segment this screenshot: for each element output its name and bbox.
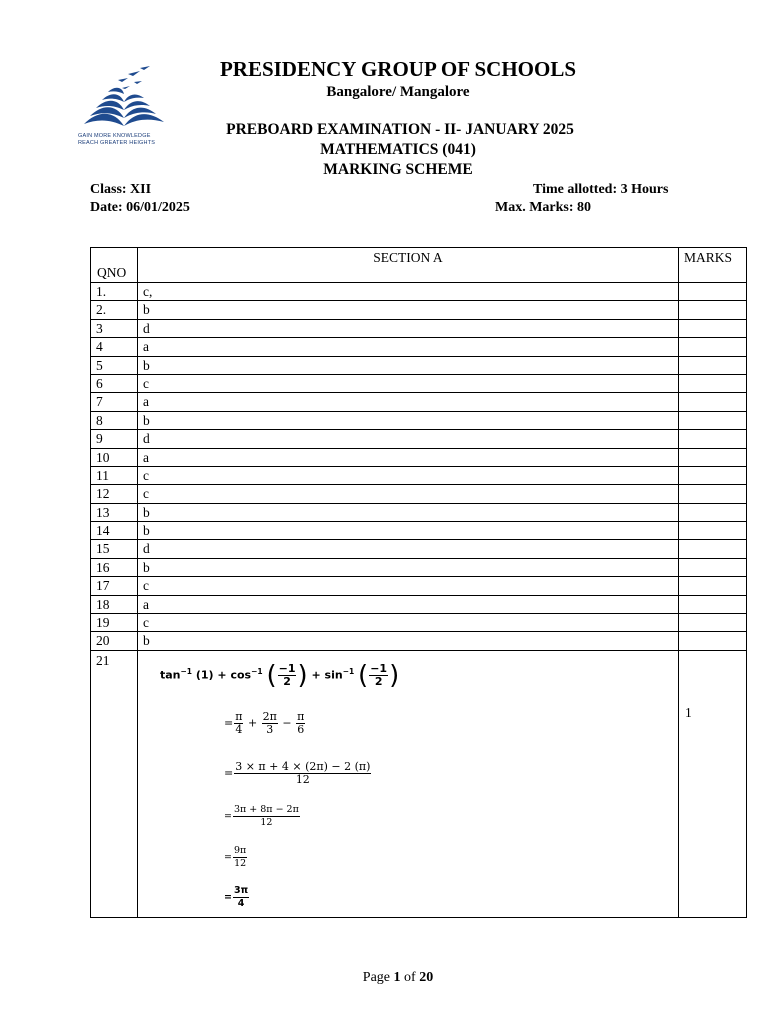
page-number: 1	[393, 970, 401, 985]
question-number-cell	[91, 466, 138, 484]
table-row	[91, 577, 747, 595]
table-row	[91, 356, 747, 374]
question-number: 20	[96, 633, 110, 649]
question-number: 19	[96, 615, 110, 631]
question-number: 9	[96, 431, 103, 447]
table-row	[91, 558, 747, 576]
question-number: 21	[96, 652, 110, 668]
answer-cell	[138, 466, 679, 484]
qno-header: QNO	[97, 265, 127, 280]
question-number-cell	[91, 393, 138, 411]
document-type: MARKING SCHEME	[323, 161, 473, 178]
answer-option: b	[143, 633, 150, 649]
question-number: 16	[96, 559, 110, 575]
inverse-sup: −1	[342, 666, 355, 676]
question-number-cell	[91, 374, 138, 392]
solution-line-4	[224, 804, 301, 829]
answer-option: c	[143, 375, 149, 391]
subject-title: MATHEMATICS (041)	[320, 141, 476, 158]
numerator: −1	[278, 661, 296, 675]
question-number: 6	[96, 375, 103, 391]
solution-line-1: $\tan^{-1} (1) + \cos^{-1}$ ( $\frac{-1}{2}$ ) + $\sin^{-1}$ ( $\frac{-1}{2}$ )	[160, 660, 400, 691]
mark-value: 1	[685, 704, 692, 720]
question-number: 10	[96, 449, 110, 465]
numerator: 9π	[233, 844, 247, 856]
question-number-cell	[91, 319, 138, 337]
inverse-sup: −1	[180, 666, 193, 676]
plus-sign: +	[247, 716, 258, 730]
fraction	[262, 711, 278, 736]
equals-sign: =	[224, 851, 232, 863]
answer-cell	[138, 283, 679, 301]
marks-cell	[679, 283, 747, 301]
denominator: 6	[297, 722, 305, 736]
answer-option: b	[143, 559, 150, 575]
answer-cell	[138, 319, 679, 337]
question-number-cell	[91, 301, 138, 319]
marks-cell	[679, 577, 747, 595]
marks-cell	[679, 632, 747, 650]
answer-option: a	[143, 596, 149, 612]
equals-sign: =	[224, 891, 232, 903]
answer-option: b	[143, 504, 150, 520]
equals-sign: =	[224, 716, 234, 730]
denominator: 4	[237, 897, 245, 909]
numerator: π	[297, 709, 305, 723]
question-number: 15	[96, 541, 110, 557]
question-number-cell	[91, 485, 138, 503]
answer-option: c,	[143, 284, 153, 299]
table-row	[91, 595, 747, 613]
question-number: 7	[96, 394, 103, 410]
solution-line-5	[224, 845, 248, 870]
question-number: 8	[96, 412, 103, 428]
question-number-cell	[91, 614, 138, 632]
numerator: 3π + 8π − 2π	[233, 803, 299, 815]
table-row	[91, 411, 747, 429]
logo-tagline-line1: GAIN MORE KNOWLEDGE	[78, 133, 151, 139]
answer-option: d	[143, 320, 150, 336]
denominator: 12	[234, 857, 247, 869]
answer-cell	[138, 595, 679, 613]
marks-cell	[679, 595, 747, 613]
date-label: Date: 06/01/2025	[90, 200, 190, 215]
question-number-cell	[91, 540, 138, 558]
tan-text: tan	[160, 668, 181, 682]
marks-cell	[679, 540, 747, 558]
marks-cell	[679, 301, 747, 319]
fraction	[233, 885, 249, 910]
fraction	[234, 711, 243, 736]
marks-cell	[679, 485, 747, 503]
answer-cell	[138, 503, 679, 521]
question-number-cell	[91, 411, 138, 429]
page-prefix: Page	[362, 970, 394, 985]
question-number-cell	[91, 283, 138, 301]
table-row	[91, 632, 747, 650]
section-header-cell	[138, 248, 679, 283]
school-name: PRESIDENCY GROUP OF SCHOOLS	[219, 57, 577, 81]
answer-cell	[138, 540, 679, 558]
table-row	[91, 503, 747, 521]
answer-cell	[138, 338, 679, 356]
answer-option: c	[143, 467, 149, 483]
question-number-cell	[91, 595, 138, 613]
table-header-row	[91, 248, 747, 283]
table-row	[91, 301, 747, 319]
answer-cell	[138, 558, 679, 576]
page-total: 20	[419, 970, 434, 985]
time-allotted-label: Time allotted: 3 Hours	[533, 182, 669, 197]
marks-header: MARKS	[684, 250, 733, 265]
class-label: Class: XII	[90, 182, 152, 197]
answer-option: b	[143, 357, 150, 373]
question-21-row	[91, 650, 747, 917]
denominator: 4	[235, 722, 243, 736]
table-row	[91, 393, 747, 411]
marks-cell	[679, 393, 747, 411]
table-row	[91, 448, 747, 466]
question-number-cell	[91, 430, 138, 448]
answer-option: d	[143, 541, 150, 557]
question-number-cell	[91, 448, 138, 466]
table-row	[91, 485, 747, 503]
marks-cell	[679, 558, 747, 576]
numerator: 3 × π + 4 × (2π) − 2 (π)	[235, 759, 371, 773]
answer-cell	[138, 614, 679, 632]
answer-option: c	[143, 615, 149, 631]
answer-cell	[138, 411, 679, 429]
table-row	[91, 283, 747, 301]
question-number-cell	[91, 558, 138, 576]
fraction	[296, 711, 305, 736]
solution-line-3	[224, 761, 372, 786]
denominator: 12	[295, 772, 310, 786]
question-number: 2.	[96, 302, 107, 318]
fraction	[233, 804, 300, 829]
section-header: SECTION A	[373, 250, 443, 265]
table-row	[91, 614, 747, 632]
marks-cell	[679, 614, 747, 632]
marks-header-cell	[679, 248, 747, 283]
marks-cell	[679, 356, 747, 374]
question-number: 11	[96, 467, 109, 483]
marking-scheme-table	[90, 247, 747, 918]
marks-cell	[679, 466, 747, 484]
answer-option: b	[143, 523, 150, 539]
answer-option: d	[143, 431, 150, 447]
fraction	[233, 845, 247, 870]
answer-cell	[138, 430, 679, 448]
answer-option: a	[143, 394, 149, 410]
answer-cell	[138, 356, 679, 374]
question-number: 18	[96, 596, 110, 612]
equals-sign: =	[224, 810, 232, 822]
solution-line-2	[224, 711, 306, 736]
qno-header-cell	[91, 248, 138, 283]
answer-option: c	[143, 486, 149, 502]
question-number: 12	[96, 486, 110, 502]
table-row	[91, 466, 747, 484]
question-number: 14	[96, 523, 110, 539]
logo-tagline-line2: REACH GREATER HEIGHTS	[78, 140, 156, 146]
school-location: Bangalore/ Mangalore	[326, 84, 470, 100]
fraction	[369, 663, 388, 688]
denominator: 12	[260, 816, 273, 828]
page-of: of	[400, 970, 420, 985]
marks-cell	[679, 503, 747, 521]
answer-cell	[138, 393, 679, 411]
cos-text: (1) + cos	[195, 668, 252, 682]
page-footer	[0, 970, 768, 986]
answer-option: a	[143, 339, 149, 355]
max-marks-label: Max. Marks: 80	[495, 200, 592, 215]
table-row	[91, 319, 747, 337]
table-row	[91, 522, 747, 540]
numerator: 3π	[233, 884, 249, 896]
equals-sign: =	[224, 766, 234, 780]
fraction	[278, 663, 297, 688]
answer-cell	[138, 301, 679, 319]
fraction	[234, 761, 371, 786]
question-number: 3	[96, 320, 103, 336]
marks-cell	[679, 338, 747, 356]
question-number: 1.	[96, 284, 107, 299]
answer-cell	[138, 448, 679, 466]
table-row	[91, 338, 747, 356]
solution-line-6	[224, 885, 250, 910]
answer-cell	[138, 522, 679, 540]
question-number-cell	[91, 577, 138, 595]
minus-sign: −	[282, 716, 292, 730]
denominator: 2	[283, 674, 291, 688]
answer-cell	[138, 632, 679, 650]
exam-title: PREBOARD EXAMINATION - II- JANUARY 2025	[226, 121, 574, 138]
numerator: π	[235, 709, 243, 723]
table-row	[91, 374, 747, 392]
partial-border-line	[413, 650, 679, 651]
answer-option: b	[143, 412, 150, 428]
question-number-cell	[91, 650, 138, 917]
sin-text: + sin	[311, 668, 343, 682]
answer-cell	[138, 485, 679, 503]
question-number-cell	[91, 503, 138, 521]
question-number-cell	[91, 632, 138, 650]
question-number: 5	[96, 357, 103, 373]
question-number-cell	[91, 522, 138, 540]
denominator: 2	[374, 674, 383, 688]
inverse-sup: −1	[251, 666, 263, 676]
question-number-cell	[91, 338, 138, 356]
answer-option: b	[143, 302, 150, 318]
marks-cell	[679, 430, 747, 448]
question-number-cell	[91, 356, 138, 374]
numerator: 2π	[262, 709, 277, 723]
question-number: 17	[96, 578, 110, 594]
denominator: 3	[266, 722, 274, 736]
numerator: −1	[370, 661, 388, 675]
table-row	[91, 540, 747, 558]
answer-cell	[138, 374, 679, 392]
marks-cell	[679, 411, 747, 429]
marks-cell	[679, 374, 747, 392]
answer-cell	[138, 577, 679, 595]
solution-cell	[138, 650, 679, 917]
question-number: 13	[96, 504, 110, 520]
answer-option: a	[143, 449, 149, 465]
marks-cell	[679, 650, 747, 917]
marks-cell	[679, 319, 747, 337]
question-number: 4	[96, 339, 103, 355]
marks-cell	[679, 448, 747, 466]
answer-option: c	[143, 578, 149, 594]
table-row	[91, 430, 747, 448]
marks-cell	[679, 522, 747, 540]
